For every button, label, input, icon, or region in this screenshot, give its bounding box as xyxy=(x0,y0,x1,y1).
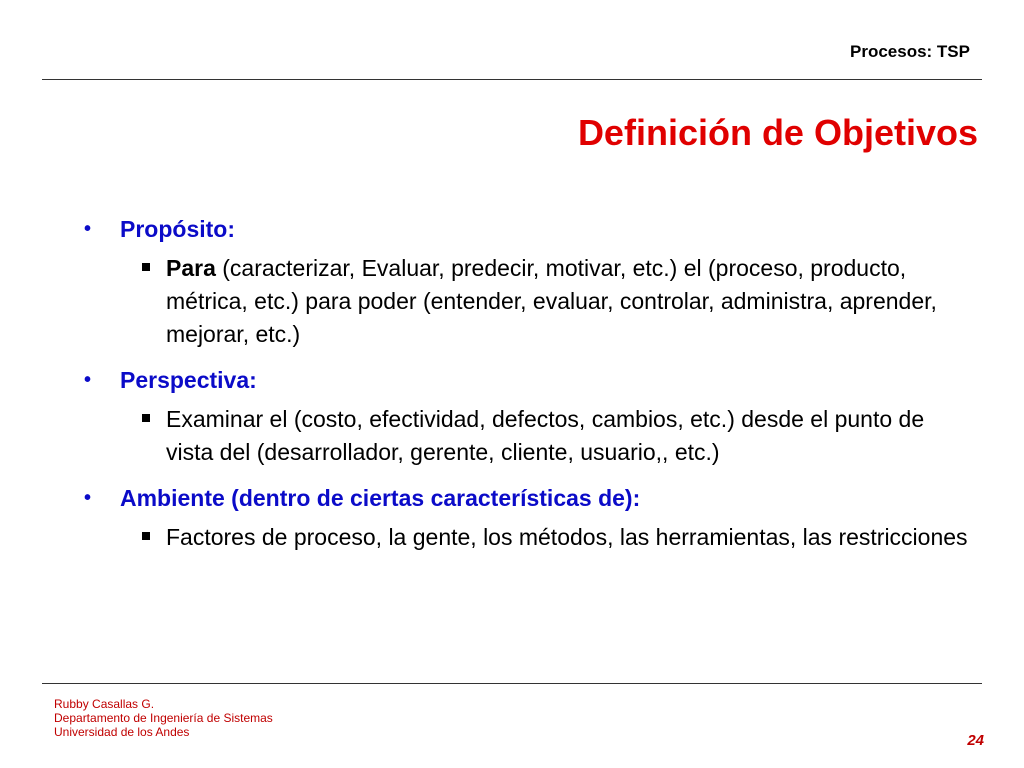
bullet-dot-icon: • xyxy=(84,218,92,240)
sub-bullet-item xyxy=(166,252,976,351)
bullet-heading: Perspectiva: xyxy=(120,367,257,393)
sub-bullet-item xyxy=(166,521,976,554)
bullet-heading: Ambiente (dentro de ciertas características de): xyxy=(120,485,641,511)
sub-bullet-bold-text: Para xyxy=(166,255,216,281)
slide-title: Definición de Objetivos xyxy=(577,112,978,153)
slide-content xyxy=(80,212,980,566)
sub-bullet-item xyxy=(166,403,976,469)
footer-credits xyxy=(54,697,273,739)
footer-department: Departamento de Ingeniería de Sistemas xyxy=(54,711,273,725)
bullet-heading: Propósito: xyxy=(120,216,235,242)
bullet-item-ambiente xyxy=(80,481,980,515)
sub-bullet-text: Examinar el (costo, efectividad, defectos, cambios, etc.) desde el punto de vista del (desarrollador, gerente, cliente, usuario,, etc.) xyxy=(166,406,925,465)
bullet-item-proposito xyxy=(80,212,980,246)
footer-author: Rubby Casallas G. xyxy=(54,697,155,711)
square-bullet-icon xyxy=(142,263,150,271)
footer-university: Universidad de los Andes xyxy=(54,725,190,739)
bullet-dot-icon: • xyxy=(84,487,92,509)
bullet-item-perspectiva xyxy=(80,363,980,397)
bottom-divider xyxy=(42,683,982,684)
bullet-dot-icon: • xyxy=(84,369,92,391)
square-bullet-icon xyxy=(142,532,150,540)
square-bullet-icon xyxy=(142,414,150,422)
sub-bullet-text: (caracterizar, Evaluar, predecir, motivar, etc.) el (proceso, producto, métrica, etc.) para poder (entender, evaluar, controlar, administra, aprender, mejorar, etc.) xyxy=(166,255,937,347)
header-label: Procesos: TSP xyxy=(850,42,970,61)
top-divider xyxy=(42,79,982,80)
sub-bullet-text: Factores de proceso, la gente, los métodos, las herramientas, las restricciones xyxy=(166,524,968,550)
page-number: 24 xyxy=(967,732,984,749)
